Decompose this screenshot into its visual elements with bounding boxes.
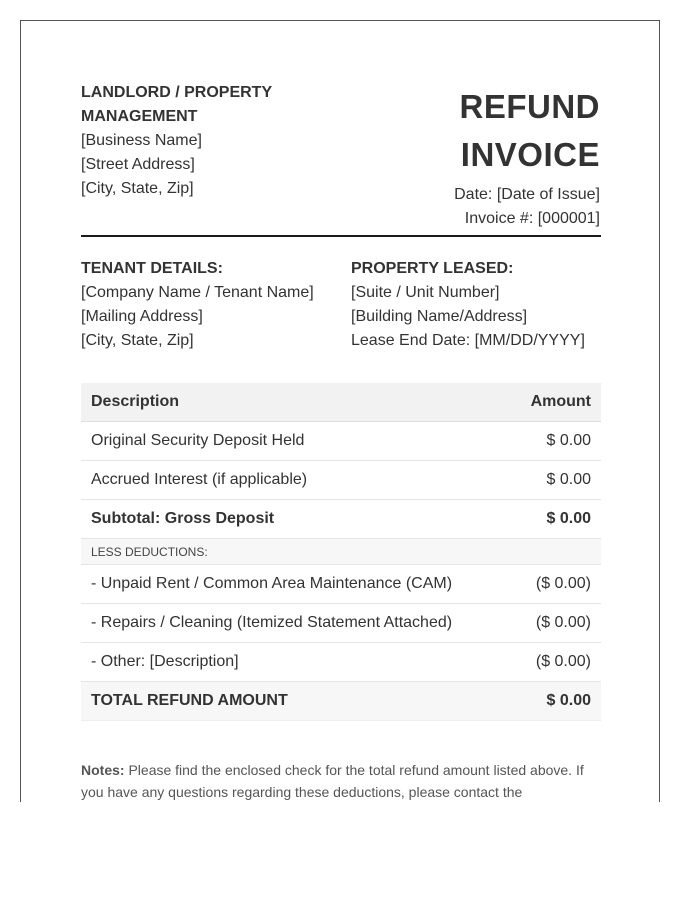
- lease-end-date: [351, 329, 585, 353]
- invoice-title-line1: REFUND: [459, 88, 600, 125]
- amount-header: Amount: [510, 383, 601, 422]
- landlord-block: [81, 81, 341, 201]
- landlord-city: [City, State, Zip]: [81, 180, 194, 197]
- row-amount: $ 0.00: [510, 422, 601, 461]
- total-row: [81, 682, 601, 721]
- invoice-number-label: Invoice #:: [464, 210, 534, 227]
- landlord-heading-line1: LANDLORD / PROPERTY: [81, 84, 273, 101]
- lease-end-value: [MM/DD/YYYY]: [474, 332, 585, 349]
- table-row: [81, 565, 601, 604]
- row-description: - Unpaid Rent / Common Area Maintenance (CAM): [81, 565, 510, 604]
- tenant-name: [Company Name / Tenant Name]: [81, 284, 314, 301]
- date-label: Date:: [454, 186, 493, 203]
- notes-label: Notes:: [81, 762, 125, 778]
- table-row: [81, 422, 601, 461]
- deductions-amount: [510, 539, 601, 565]
- landlord-business-name: [Business Name]: [81, 132, 202, 149]
- refund-table: [81, 383, 601, 721]
- table-row: [81, 604, 601, 643]
- property-leased: [351, 257, 585, 353]
- invoice-number: [454, 207, 600, 231]
- table-row: [81, 461, 601, 500]
- row-amount: $ 0.00: [510, 461, 601, 500]
- invoice-meta: [454, 183, 600, 231]
- row-amount: ($ 0.00): [510, 604, 601, 643]
- invoice-date: [454, 183, 600, 207]
- lease-end-label: Lease End Date:: [351, 332, 471, 349]
- description-header: Description: [81, 383, 510, 422]
- invoice-number-value: [000001]: [537, 210, 600, 227]
- table-header-row: [81, 383, 601, 422]
- property-heading: PROPERTY LEASED:: [351, 260, 514, 277]
- row-amount: ($ 0.00): [510, 643, 601, 682]
- landlord-street: [Street Address]: [81, 156, 195, 173]
- tenant-address: [Mailing Address]: [81, 308, 203, 325]
- row-description: - Other: [Description]: [81, 643, 510, 682]
- notes-text: Please find the enclosed check for the total refund amount listed above. If you have any questions regarding these deductions, please contact the: [81, 762, 584, 800]
- table-row: [81, 643, 601, 682]
- subtotal-row: [81, 500, 601, 539]
- deductions-section-row: [81, 539, 601, 565]
- title-block: [454, 83, 600, 231]
- invoice-title-line2: INVOICE: [460, 136, 600, 173]
- deductions-label: LESS DEDUCTIONS:: [81, 539, 510, 565]
- subtotal-label: Subtotal: Gross Deposit: [81, 500, 510, 539]
- header-divider: [81, 235, 601, 237]
- landlord-heading-line2: MANAGEMENT: [81, 108, 198, 125]
- tenant-city: [City, State, Zip]: [81, 332, 194, 349]
- row-description: - Repairs / Cleaning (Itemized Statement Attached): [81, 604, 510, 643]
- row-amount: ($ 0.00): [510, 565, 601, 604]
- property-unit: [Suite / Unit Number]: [351, 284, 500, 301]
- subtotal-amount: $ 0.00: [510, 500, 601, 539]
- date-value: [Date of Issue]: [496, 186, 600, 203]
- tenant-details: [81, 257, 314, 353]
- property-building: [Building Name/Address]: [351, 308, 528, 325]
- invoice-page: [20, 20, 660, 802]
- row-description: Original Security Deposit Held: [81, 422, 510, 461]
- tenant-heading: TENANT DETAILS:: [81, 260, 223, 277]
- row-description: Accrued Interest (if applicable): [81, 461, 510, 500]
- notes: [81, 759, 603, 802]
- total-label: TOTAL REFUND AMOUNT: [81, 682, 510, 721]
- total-amount: $ 0.00: [510, 682, 601, 721]
